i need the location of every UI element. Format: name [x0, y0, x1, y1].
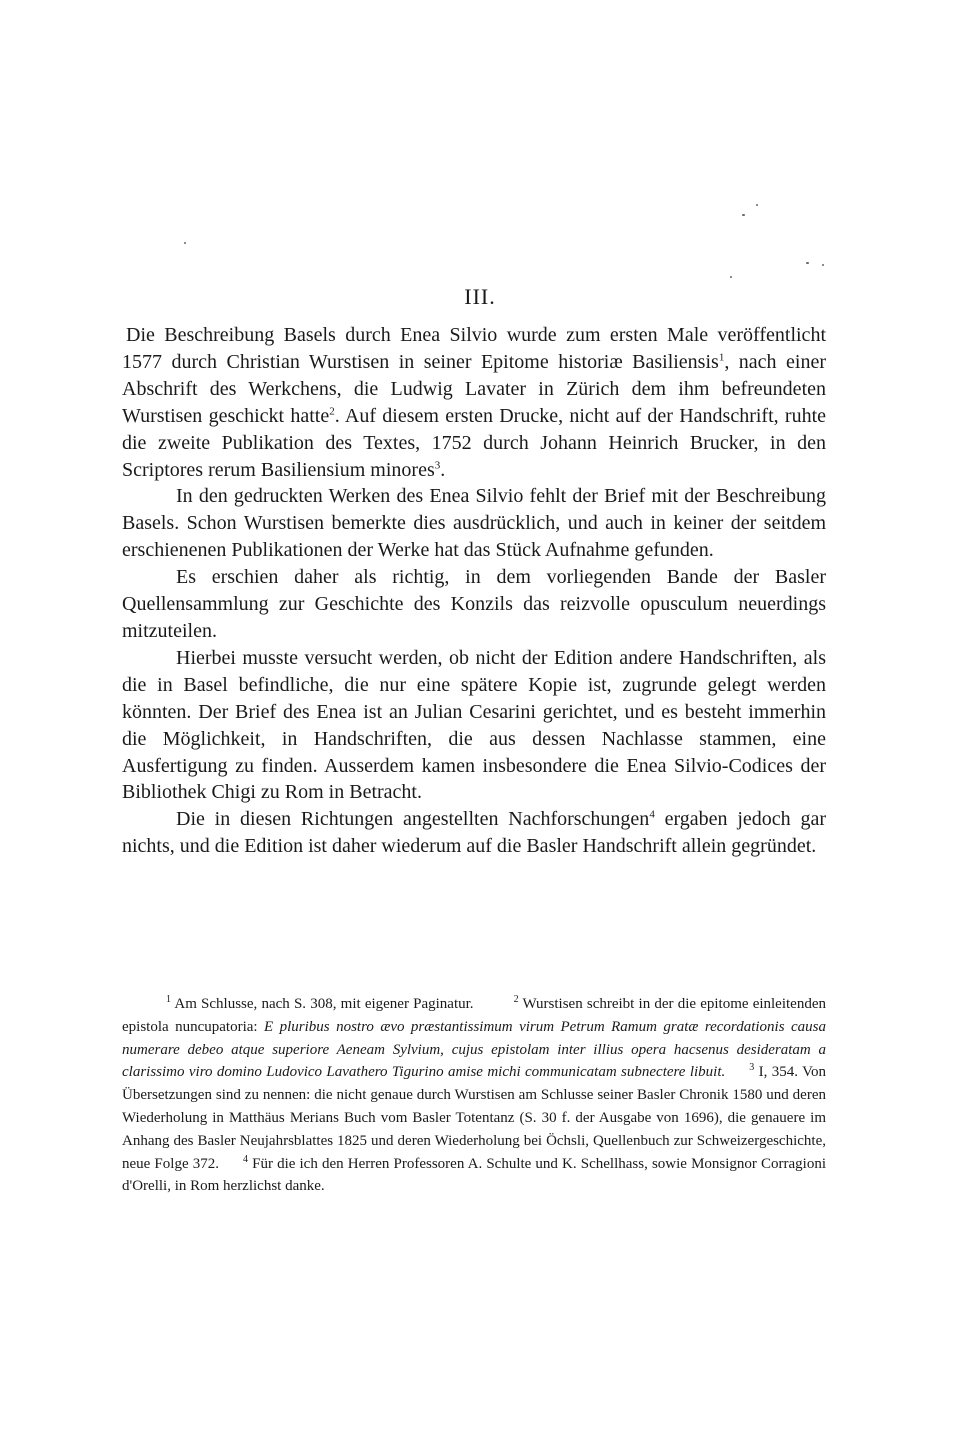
footnote-ref-1: 1: [718, 351, 725, 364]
paragraph-1-end: .: [440, 458, 446, 481]
paragraph-1-mid2: . Auf diesem ersten Drucke, nicht auf der Handschrift, ruhte die zweite Publikation des Textes, 1752 durch Johann Heinrich Brucker, in den Scriptores rerum Basiliensium minores: [122, 404, 826, 481]
print-speck: [806, 262, 809, 264]
main-text: [122, 322, 826, 860]
print-speck: [184, 242, 186, 244]
footnote-2-quote: E pluribus nostro ævo præstantissimum virum Petrum Ramum gratæ recordationis causa numerare debeo atque superiore Aeneam Sylvium, cujus epistolam inter illius opera hacsenus desideratam a clarissimo viro domino Ludovico Lavathero Tigurino amise michi communicatam subnectere libuit.: [122, 1018, 826, 1081]
footnote-2-mark: 2: [513, 994, 519, 1005]
paragraph-1-lead: Die Beschreibung Basels durch Enea Silvio wurde zum ersten Male veröffentlicht 1577 durch Christian Wurstisen in seiner Epitome historiæ Basiliensis: [122, 324, 826, 373]
footnotes: [122, 993, 826, 1198]
footnote-2-text: Wurstisen schreibt in der die epitome einleitenden epistola nuncupatoria:: [122, 996, 826, 1035]
paragraph-5-end: ergaben jedoch gar nichts, und die Edition ist daher wiederum auf die Basler Handschrift allein gegründet.: [122, 808, 826, 858]
footnote-3-mark: 3: [749, 1062, 755, 1074]
print-speck: [756, 204, 758, 206]
footnote-ref-3: 3: [434, 458, 441, 471]
footnote-1-mark: 1: [166, 994, 171, 1005]
print-speck: [730, 276, 732, 278]
footnote-1-text: Am Schlusse, nach S. 308, mit eigener Paginatur.: [174, 996, 474, 1012]
footnotes-block: [122, 993, 826, 1198]
footnote-3-text: I, 354. Von Übersetzungen sind zu nennen: die nicht genaue durch Wurstisen am Schlusse seiner Basler Chronik 1580 und deren Wiederholung in Matthäus Merians Buch vom Basler Totentanz (S. 30 f. der Ausgabe von 1696), die genauere im Anhang des Basler Neujahrsblattes 1825 und deren Wiederholung bei Öchsli, Quellenbuch zur Schweizergeschichte, neue Folge 372.: [122, 1064, 826, 1172]
paragraph-4: Hierbei musste versucht werden, ob nicht der Edition andere Handschriften, als die in Basel befindliche, die nur eine spätere Kopie ist, zugrunde gelegt werden könnten. Der Brief des Enea ist an Julian Cesarini gerichtet, und es besteht immerhin die Möglichkeit, in Handschriften, die aus dessen Nachlasse stammen, eine Ausfertigung zu finden. Ausserdem kamen insbesondere die Enea Silvio-Codices der Bibliothek Chigi zu Rom in Betracht.: [122, 646, 826, 804]
print-speck: [742, 214, 745, 216]
paragraph-3: Es erschien daher als richtig, in dem vorliegenden Bande der Basler Quellensammlung zur Geschichte des Konzils das reizvolle opusculum neuerdings mitzuteilen.: [122, 566, 826, 642]
paragraph-5: [122, 806, 826, 860]
footnote-ref-2: 2: [329, 405, 335, 418]
footnote-4-text: Für die ich den Herren Professoren A. Schulte und K. Schellhass, sowie Monsignor Corragioni d'Orelli, in Rom herzlichst danke.: [122, 1155, 827, 1195]
paragraph-5-start: Die in diesen Richtungen angestellten Nachforschungen: [176, 808, 650, 831]
footnote-4-mark: 4: [242, 1153, 248, 1165]
paragraph-1-mid: , nach einer Abschrift des Werkchens, die Ludwig Lavater in Zürich dem ihm befreundeten Wurstisen geschickt hatte: [122, 350, 826, 427]
footnote-ref-4: 4: [649, 808, 655, 821]
print-speck: [822, 264, 824, 266]
paragraph-1: [122, 322, 826, 483]
chapter-heading: III.: [464, 284, 496, 309]
paragraph-2: In den gedruckten Werken des Enea Silvio fehlt der Brief mit der Beschreibung Basels. Schon Wurstisen bemerkte dies ausdrücklich, und auch in keiner der seitdem erschienenen Publikationen der Werke hat das Stück Aufnahme gefunden.: [122, 485, 826, 562]
